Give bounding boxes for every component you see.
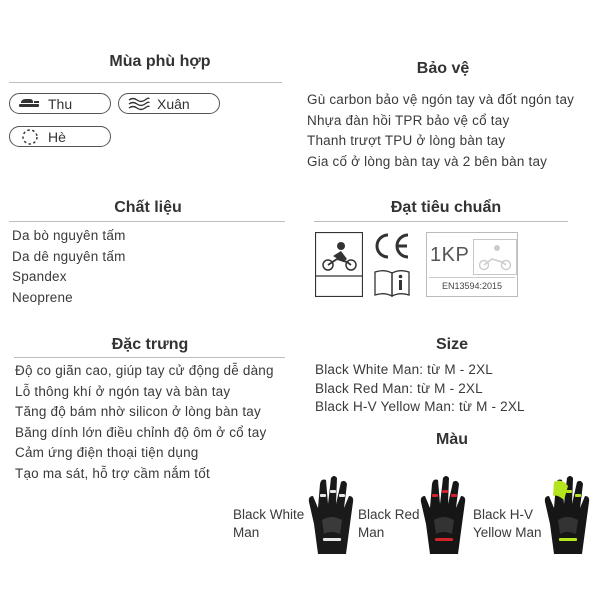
list-item: Nhựa đàn hồi TPR bảo vệ cổ tay [307,112,510,128]
list-item: Cảm ứng điện thoại tiện dụng [15,445,199,460]
material-divider [9,221,285,222]
wind-icon [127,97,151,111]
features-list [15,361,300,484]
list-item: Da bò nguyên tấm [12,228,126,243]
standard-divider-line [429,277,515,278]
features-title: Đặc trưng [111,336,189,353]
features-divider [14,357,285,358]
color-title: Màu [436,431,468,448]
season-pill-summer [9,126,111,147]
season-pill-label: Thu [48,95,73,112]
list-item: Black H-V Yellow Man: từ M - 2XL [315,399,525,414]
list-item: Lỗ thông khí ở ngón tay và bàn tay [15,383,231,399]
color-label-black-red: Black Red Man [358,507,420,540]
list-item: Da dê nguyên tấm [12,248,126,264]
standard-norm: EN13594:2015 [441,281,503,291]
standard-title: Đạt tiêu chuẩn [390,199,502,216]
list-item: Tăng độ bám nhờ silicon ở lòng bàn tay [15,404,261,419]
list-item: Độ co giãn cao, giúp tay cử động dễ dàng [15,363,274,378]
motorcycle-faded-icon [473,239,517,275]
protection-title: Bảo vệ [416,60,470,77]
list-item: Neoprene [12,289,73,305]
material-list [12,226,282,308]
glove-black-hv-yellow-image[interactable] [542,474,594,558]
list-item: Black White Man: từ M - 2XL [315,362,493,377]
season-pill-label: Xuân [157,95,190,112]
standard-divider [314,221,568,222]
season-title: Mùa phù hợp [109,53,211,70]
size-title: Size [435,336,468,353]
season-pill-autumn [9,93,111,114]
autumn-icon [18,97,42,111]
protection-list [307,90,597,172]
color-label-black-white: Black White Man [233,507,305,540]
size-list [315,361,595,417]
list-item: Spandex [12,269,67,284]
color-label-black-hv-yellow: Black H-V Yellow Man [473,507,542,540]
list-item: Gù carbon bảo vệ ngón tay và đốt ngón tay [307,92,575,107]
standard-level: 1KP [430,244,470,266]
season-pill-spring [118,93,220,114]
glove-black-red-image[interactable] [418,474,470,558]
user-manual-icon [373,268,411,298]
list-item: Băng dính lớn điều chỉnh độ ôm ở cổ tay [15,424,267,440]
ce-mark-icon [370,232,412,260]
season-divider [9,82,282,83]
season-pill-label: Hè [48,128,66,145]
motorcycle-pictogram-icon [315,232,363,297]
sun-icon [18,128,42,146]
list-item: Thanh trượt TPU ở lòng bàn tay [307,133,506,148]
list-item: Black Red Man: từ M - 2XL [315,380,483,396]
list-item: Gia cố ở lòng bàn tay và 2 bên bàn tay [307,153,548,169]
glove-black-white-image[interactable] [306,474,356,558]
list-item: Tạo ma sát, hỗ trợ cầm nắm tốt [15,465,210,481]
material-title: Chất liệu [114,199,182,216]
standard-badge [426,232,518,297]
